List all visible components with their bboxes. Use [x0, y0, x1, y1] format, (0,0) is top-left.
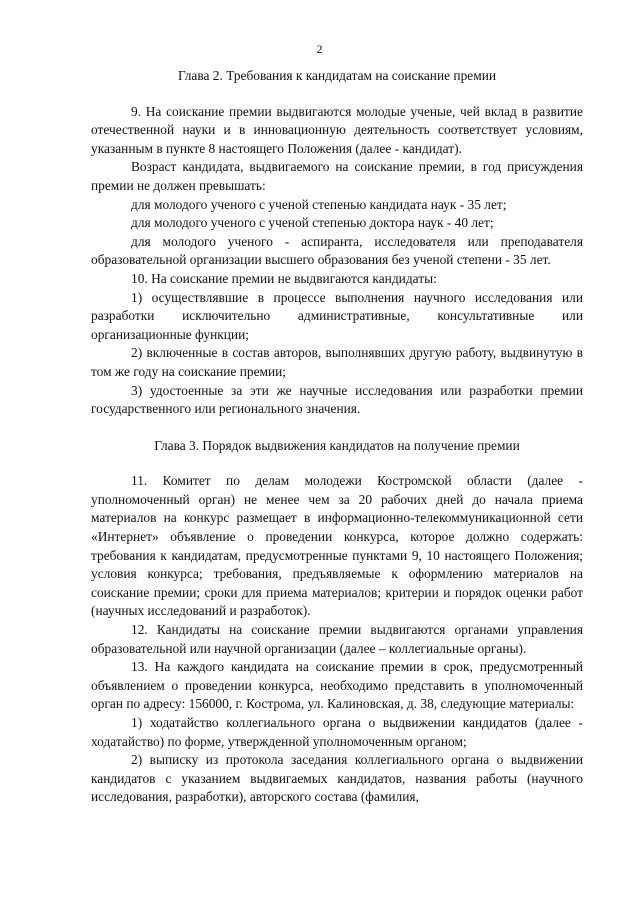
paragraph-age-limit: Возраст кандидата, выдвигаемого на соискание премии, в год присуждения премии не должен превышать: — [91, 159, 583, 193]
paragraph-9: 9. На соискание премии выдвигаются молодые ученые, чей вклад в развитие отечественной науки и в инновационную деятельность соответствует условиям, указанным в пункте 8 настоящего Положения (далее - кандидат). — [91, 103, 583, 156]
age-limit-candidate-of-science: для молодого ученого с ученой степенью кандидата наук - 35 лет; — [131, 196, 507, 212]
paragraph-10: 10. На соискание премии не выдвигаются кандидаты: — [131, 270, 437, 286]
paragraph-12: 12. Кандидаты на соискание премии выдвигаются органами управления образовательной или научной организации (далее – коллегиальные органы). — [91, 622, 583, 656]
chapter-2-title: Глава 2. Требования к кандидатам на соискание премии — [177, 68, 497, 83]
age-limit-doctor-of-science: для молодого ученого с ученой степенью доктора наук - 40 лет; — [131, 215, 494, 231]
paragraph-13: 13. На каждого кандидата на соискание премии в срок, предусмотренный объявлением о проведении конкурса, необходимо представить в уполномоченный орган по адресу: 156000, г. Кострома, ул. Калиновская, д. 38, следующие материалы: — [91, 659, 583, 712]
paragraph-13-item-1: 1) ходатайство коллегиального органа о выдвижении кандидатов (далее - ходатайство) по форме, утвержденной уполномоченным органом; — [91, 715, 583, 749]
paragraph-10-item-2: 2) включенные в состав авторов, выполнявших другую работу, выдвинутую в том же году на соискание премии; — [91, 345, 583, 379]
document-body — [91, 67, 583, 807]
paragraph-10-item-3: 3) удостоенные за эти же научные исследования или разработки премии государственного или регионального значения. — [91, 382, 583, 417]
paragraph-10-item-1: 1) осуществлявшие в процессе выполнения научного исследования или разработки исключительно административные, консультативные или организационные функции; — [91, 289, 583, 342]
page-number: 2 — [316, 42, 323, 56]
paragraph-11: 11. Комитет по делам молодежи Костромской области (далее - уполномоченный орган) не менее чем за 20 рабочих дней до начала приема материалов на конкурс размещает в информационно-телекоммуникационной сети «Интернет» объявление о проведении конкурса, которое должно содержать: требования к кандидатам, предусмотренные пунктами 9, 10 настоящего Положения; условия конкурса; требования, предъявляемые к оформлению материалов на соискание премии; сроки для приема материалов; критерии и порядок оценки работ (научных исследований и разработок). — [91, 473, 583, 619]
chapter-3-title: Глава 3. Порядок выдвижения кандидатов на получение премии — [154, 437, 520, 453]
age-limit-without-degree: для молодого ученого - аспиранта, исследователя или преподавателя образовательной организации высшего образования без ученой степени - 35 лет. — [91, 233, 583, 268]
paragraph-13-item-2: 2) выписку из протокола заседания коллегиального органа о выдвижении кандидатов с указанием выдвигаемых кандидатов, названия работы (научного исследования, разработки), авторского состава (фамилия, — [91, 752, 583, 805]
